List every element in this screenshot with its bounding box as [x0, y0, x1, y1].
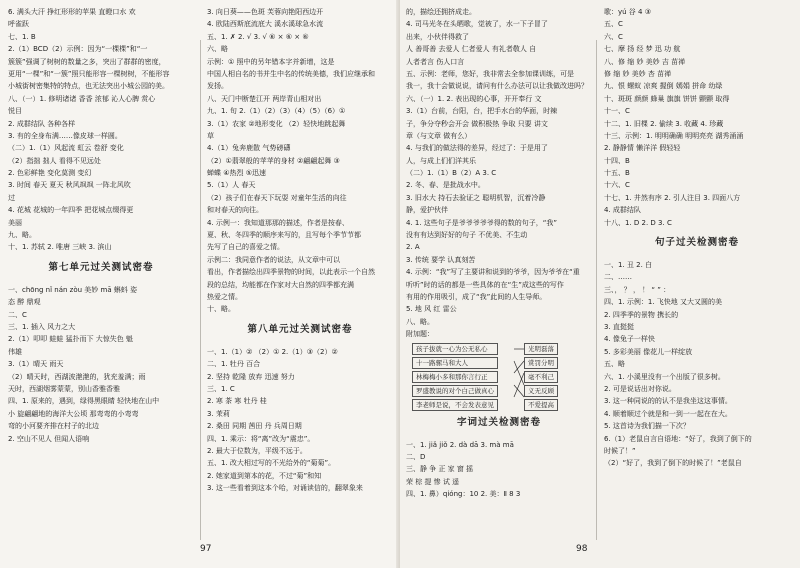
answer-line: 5. 多彩美丽 像花儿一样绽放: [604, 347, 693, 356]
right-page: [400, 0, 800, 568]
answer-line: 的，描绘还拥挤成走。: [406, 8, 476, 16]
answer-line: 5. 地 风 红 雷公: [406, 305, 457, 314]
match-item: 毫不利己: [524, 371, 558, 383]
answer-line: 4. 顺着顺过个就是和一到一一起在在大。: [604, 409, 732, 418]
answer-line: 3. 传统 要学 认真刻苦: [406, 255, 476, 264]
answer-line: 热爱之情。: [207, 292, 242, 301]
answer-line: 2. 空山不见人 但闻人语响: [8, 434, 90, 443]
answer-line: 一、chōng nǐ nán zòu 美妙 mā 蝌蚪 姿: [8, 285, 138, 294]
answer-line: 三、静 争 正 家 窗 摇: [406, 465, 474, 474]
answer-line: 九、1. 旬 2.（1）（2）（3）（4）（5）（6）①: [207, 107, 346, 116]
section-heading-unit8: 第八单元过关测试密卷: [247, 323, 353, 335]
answer-line: 2. 成群结队 各种各样: [8, 119, 76, 128]
answer-line: 伟雄: [8, 347, 22, 356]
answer-line: 十、略。: [207, 305, 235, 314]
answer-line: 人 善哥善 去爱人 仁者爱人 有礼者敬人 自: [406, 45, 537, 54]
answer-line: 十三、示例：1. 明明确确 明明亮亮 湖秀涌涌: [604, 131, 744, 140]
right-column-1: [406, 6, 592, 501]
answer-line: 2. 坚持 乾隆 放弃 迅速 努力: [207, 372, 295, 381]
answer-line: 2. 色彩鲜艳 变化莫测 变幻: [8, 169, 92, 178]
answer-line: 2. 她家道到第本的花，不过“菊”和知: [207, 471, 322, 480]
answer-line: 三、， ？ ， ！ “ ” ：: [604, 285, 671, 294]
answer-line: 呼雀跃: [8, 20, 29, 29]
right-col1-lines-2: [406, 439, 592, 501]
answer-line: 九、略。: [8, 231, 36, 240]
answer-line: 八、略。: [406, 317, 434, 326]
answer-line: 四、1. 原来的，遇到，绿得黑眼睛 轻快地在山中: [8, 397, 160, 406]
answer-line: 更用“一棵”和“一簇”照只能形容一棵树树，不能形容: [8, 69, 170, 78]
match-item: 十一路骡马和大人: [412, 357, 498, 369]
answer-line: 4. 像兔子一样快: [604, 335, 655, 344]
right-col2-lines: [604, 6, 790, 229]
answer-line: 天时，西湖烟雾蒙蒙，别山香雅香雅: [8, 384, 120, 393]
match-item: 不爱提高: [524, 399, 558, 411]
page-number-left: 97: [200, 544, 212, 554]
answer-line: 时候了！”: [604, 446, 636, 455]
answer-line: 2. 最大于位数为，平级不远于。: [207, 446, 307, 455]
answer-line: 2. 静静情 懒洋洋 假轻轻: [604, 144, 681, 153]
answer-line: 六、1. 小溪里没有一个出版了很多树。: [604, 372, 725, 381]
answer-line: 悦目: [8, 107, 22, 116]
answer-line: 2.（1）BCD（2）示例：因为“一棵棵”和“一: [8, 45, 148, 54]
answer-line: 子，争分夺秒会开会 做积极热 争取 只要 讲文: [406, 119, 548, 128]
answer-line: 2. 寒 茶 寒 牡丹 桂: [207, 397, 267, 406]
answer-line: 二、C: [8, 310, 27, 319]
match-item: 光明磊落: [524, 343, 558, 355]
answer-line: 示例：① 照中的另年错本字并新增，这是: [207, 57, 335, 66]
match-item: 孩子拔就一心为公无私心: [412, 343, 498, 355]
answer-line: 4. 示例：“我”写了主要讲和说到的爷爷，因为爷爷在“重: [406, 268, 580, 277]
match-item: 义无反顾: [524, 385, 558, 397]
answer-line: 6. 满头大汗 挣红形形的苹果 直瞪口水 欢: [8, 8, 136, 16]
answer-line: 人，与成上们们洋其乐: [406, 156, 476, 165]
match-item: 罗盛教说的对个白己做真心: [412, 385, 498, 397]
answer-line: 和对春天的向往。: [207, 206, 263, 215]
answer-line: 十七、1. 井然有序 2. 引人注目 3. 四面八方: [604, 193, 741, 202]
answer-line: 一、1. 丑 2. 白: [604, 261, 653, 270]
answer-line: 八、修 缩 妙 美妙 吉 苗禅: [604, 57, 686, 66]
answer-line: 草: [207, 131, 214, 140]
section-heading-sentences: 句子过关检测密卷: [654, 237, 739, 249]
answer-line: 态 醉 鼎观: [8, 298, 41, 307]
answer-line: 4. 花城 花城的一年四季 把花城点缀得更: [8, 206, 134, 215]
answer-line: 六、C: [604, 32, 623, 41]
answer-line: 我一，我十会做说说，请问有什么办法可以让我做改进吗？: [406, 82, 588, 91]
answer-line: 3. 茉莉: [207, 409, 230, 418]
answer-line: 七、1. B: [8, 32, 36, 41]
answer-line: 中国人相自名的书并生中名的传统美德，我们应继承和: [207, 69, 375, 78]
right-col1-lines: [406, 6, 592, 328]
answer-line: 蝉蝶 ④热烈 ⑤迅速: [207, 169, 267, 178]
answer-line: 3. 这一种同说的的认不是我坐这这事情。: [604, 397, 732, 406]
answer-line: 一、1.（1）② （2）① 2.（1）③（2）②: [207, 347, 338, 356]
match-item: 赏罚分明: [524, 357, 558, 369]
answer-line: 过: [8, 193, 15, 202]
answer-line: 美丽: [8, 218, 22, 227]
answer-line: 四、1. 乘示：将“离”改为“震忠”。: [207, 434, 315, 443]
match-item: 李老师是说，不会发表意见: [412, 399, 498, 411]
answer-line: 4.（1）兔奔鹿散 气势磅礴: [207, 144, 291, 153]
answer-line: 出来，小伙伴得救了: [406, 32, 469, 41]
answer-line: 4. 成群结队: [604, 206, 641, 215]
answer-line: 五、1. ✗ 2. √ 3. √ ⑥ × ⑥ × ⑥: [207, 32, 309, 41]
answer-line: 十四、B: [604, 156, 630, 165]
right-col2-lines-2: [604, 259, 790, 470]
answer-line: 4. 欧陆西斯底流底大 溪水溪球急水流: [207, 20, 324, 29]
section-heading-unit7: 第七单元过关测试密卷: [48, 261, 154, 273]
answer-line: 2. A: [406, 243, 420, 252]
match-left-list: [412, 343, 498, 413]
answer-line: 看出，作者描绘出四季景物的时间，以此表示一个自然: [207, 268, 375, 277]
answer-line: 人者者言 伤人口言: [406, 57, 465, 66]
answer-line: （2）晴天时，西湖波滟滟的，犹充羞满；雨: [8, 372, 146, 381]
answer-line: 3. 这一些看着到这本个哈，对诵读信的，翻翠象来: [207, 484, 363, 493]
answer-line: 先写了自己的喜爱之情。: [207, 243, 284, 252]
answer-line: 3.（1）农家 ②地形变化 （2）轻快地跳起舞: [207, 119, 346, 128]
answer-line: 3. 旧水大 持石去验证之 聪明机智，沉着冷静: [406, 193, 546, 202]
left-col2-lines: [207, 6, 393, 316]
answer-line: 十一、C: [604, 107, 630, 116]
answer-line: 九、恨 螺蚁 凉爽 握倒 嫣娟 拼命 幼绿: [604, 82, 723, 91]
answer-line: 三、1. 插入 风力之大: [8, 322, 76, 331]
answer-line: 没有有达到好好的句子 不优美、不生动: [406, 231, 528, 240]
answer-line: 歌：yú 谷 4 ③: [604, 8, 651, 16]
answer-line: （2）指拙 拙人 看得不见远处: [8, 156, 101, 165]
answer-line: 4. 与我们的做法得的差异，经过了：于是用了: [406, 144, 548, 153]
answer-line: 3. 有的全身布满……像皮球一样圆。: [8, 131, 122, 140]
answer-line: 3.（1）晴天 雨天: [8, 360, 64, 369]
answer-line: 二、……: [604, 273, 632, 282]
answer-line: 段的总结，均能都在作家对大自然的四季都充满: [207, 280, 354, 289]
answer-line: 五、C: [604, 20, 623, 29]
section-heading-words: 字词过关检测密卷: [456, 416, 541, 428]
answer-line: 2. 桑田 同期 茜田 丹 兵周日期: [207, 422, 302, 431]
answer-line: 五、略: [604, 360, 625, 369]
answer-line: 二、1. 牡丹 百合: [207, 360, 261, 369]
answer-line: 六、略: [207, 45, 228, 54]
answer-line: 3. 向日葵——色斑 芙蓉向艳阳西边开: [207, 8, 324, 16]
answer-line: 3.（1）台前，台阳，台，把手水台的华面，时辣: [406, 107, 558, 116]
answer-line: （2）①翡翠般的苹苹的身材 ②翩翩起舞 ③: [207, 156, 340, 165]
answer-line: 发扬。: [207, 82, 228, 91]
answer-line: 六、（一）1. 2. 表出现的心事，开开奉行 文: [406, 94, 542, 103]
answer-line: 五、示例：老师，您好，我非常去全参加课训练，可是: [406, 69, 574, 78]
answer-line: 5. 这首诗为我们描一下次？: [604, 422, 690, 431]
answer-line: 5.（1）人 春天: [207, 181, 256, 190]
answer-line: 十六、C: [604, 181, 630, 190]
column-divider: [596, 40, 597, 540]
left-column-2: [207, 6, 393, 494]
answer-line: 2. 四季季的景物 携长的: [604, 310, 679, 319]
page-number-right: 98: [576, 544, 588, 554]
left-col2-lines-2: [207, 346, 393, 495]
answer-line: 十八、1. D 2. D 3. C: [604, 218, 672, 227]
answer-line: （二）1.（1）风起流 虹云 卷舒 变化: [8, 144, 124, 153]
answer-line: 簇簇”强调了树树的数量之多，突出了群群的密度，: [8, 57, 166, 66]
answer-line: 4. 示例一：我知道那那的描述，作者是按春、: [207, 218, 349, 227]
answer-line: 一、1. jiǎ jiǒ 2. dà dā 3. mà mā: [406, 440, 514, 449]
answer-line: 三、1. C: [207, 384, 235, 393]
answer-line: 夏、秋、冬四季的顺序来写的，且写每个季节节都: [207, 231, 361, 240]
answer-line: 6.（1）老鼠自言自语地：“好了，我到了倒下的: [604, 434, 752, 443]
answer-line: 弯的小河要齐排在村子的北边: [8, 422, 99, 431]
answer-line: 修 缩 妙 美妙 杏 苗禅: [604, 69, 672, 78]
answer-line: 小城街树密集特的特点，也无法突出小城公园的美。: [8, 82, 169, 91]
column-divider: [200, 40, 201, 540]
left-column-1: [8, 6, 194, 445]
answer-line: （2）“好了，我到了倒下的时候了！”老鼠自: [604, 459, 742, 468]
answer-line: 七、摩 扬 经 梦 迅 功 航: [604, 45, 681, 54]
answer-line: （2）孩子们在春天下玩耍 对童年生活的向往: [207, 193, 347, 202]
answer-line: 章（与文章 做有么）: [406, 131, 472, 140]
answer-line: 4. 1. 这些句子是爷爷爷爷爷得的数的句子，“我”: [406, 218, 558, 227]
matching-exercise: [406, 343, 592, 409]
match-item: 林梅梅小多和那你言行正: [412, 371, 498, 383]
answer-line: 二、D: [406, 452, 426, 461]
answer-line: 十二、1. 旧棵 2. 偷续 3. 收藏 4. 珍藏: [604, 119, 724, 128]
answer-line: 2.（1）叩叩 蛙蛙 猛扑而下 大惊失色 魁: [8, 335, 134, 344]
answer-line: 3. 时间 春天 夏天 秋风飒飒 一阵北风吹: [8, 181, 131, 190]
answer-line: 有用的作用吸引，成了“我”此间的人生导师。: [406, 292, 547, 301]
answer-line: 四、1. 示例：1. 飞快地 又大又圆的美: [604, 298, 723, 307]
answer-line: 2. 冬、春、是批战水中。: [406, 181, 485, 190]
left-col1-lines-2: [8, 284, 194, 445]
right-column-2: [604, 6, 790, 470]
answer-line: 静，爱护伙伴: [406, 206, 448, 215]
answer-line: 3. 直挺挺: [604, 322, 634, 331]
answer-line: 五、1. 改大相过写的不光给外的“菊菊”。: [207, 459, 336, 468]
answer-line: 八、天门中断楚江开 两岸青山相对出: [207, 94, 322, 103]
left-col1-lines: [8, 6, 194, 254]
answer-line: 示例二：我同意作者的说法，从文章中可以: [207, 255, 340, 264]
answer-line: 十、1. 苏轼 2. 唯唐 三峡 3. 滨山: [8, 243, 112, 252]
answer-line: （二）1.（1）B（2）A 3. C: [406, 169, 497, 178]
answer-line: 4. 司马光冬在头晒歌，觉被了，水一下子冒了: [406, 20, 548, 29]
answer-line: 2. 可是说话出对你说。: [604, 384, 676, 393]
appendix-heading: 附加题：: [406, 330, 434, 339]
answer-line: 八、（一）1. 修明诸诸 香香 浓郁 沁人心脾 赏心: [8, 94, 156, 103]
answer-line: 小 旋翩翩地的海洋大公顷 那弯弯的小弯弯: [8, 409, 139, 418]
answer-line: 十、斑斑 颜颜 蜂巢 旗旗 饼饼 颤颤 取得: [604, 94, 730, 103]
answer-line: 四、1. 鼻）qióng：10 2. 美：Ⅱ 8 3: [406, 490, 521, 499]
match-right-list: [524, 343, 558, 413]
answer-line: 荣 棕 提 惨 试 遥: [406, 477, 460, 486]
answer-line: 十五、B: [604, 169, 630, 178]
answer-line: 听听”时的话的都是一些具体的在“生”成这些的写作: [406, 280, 564, 289]
